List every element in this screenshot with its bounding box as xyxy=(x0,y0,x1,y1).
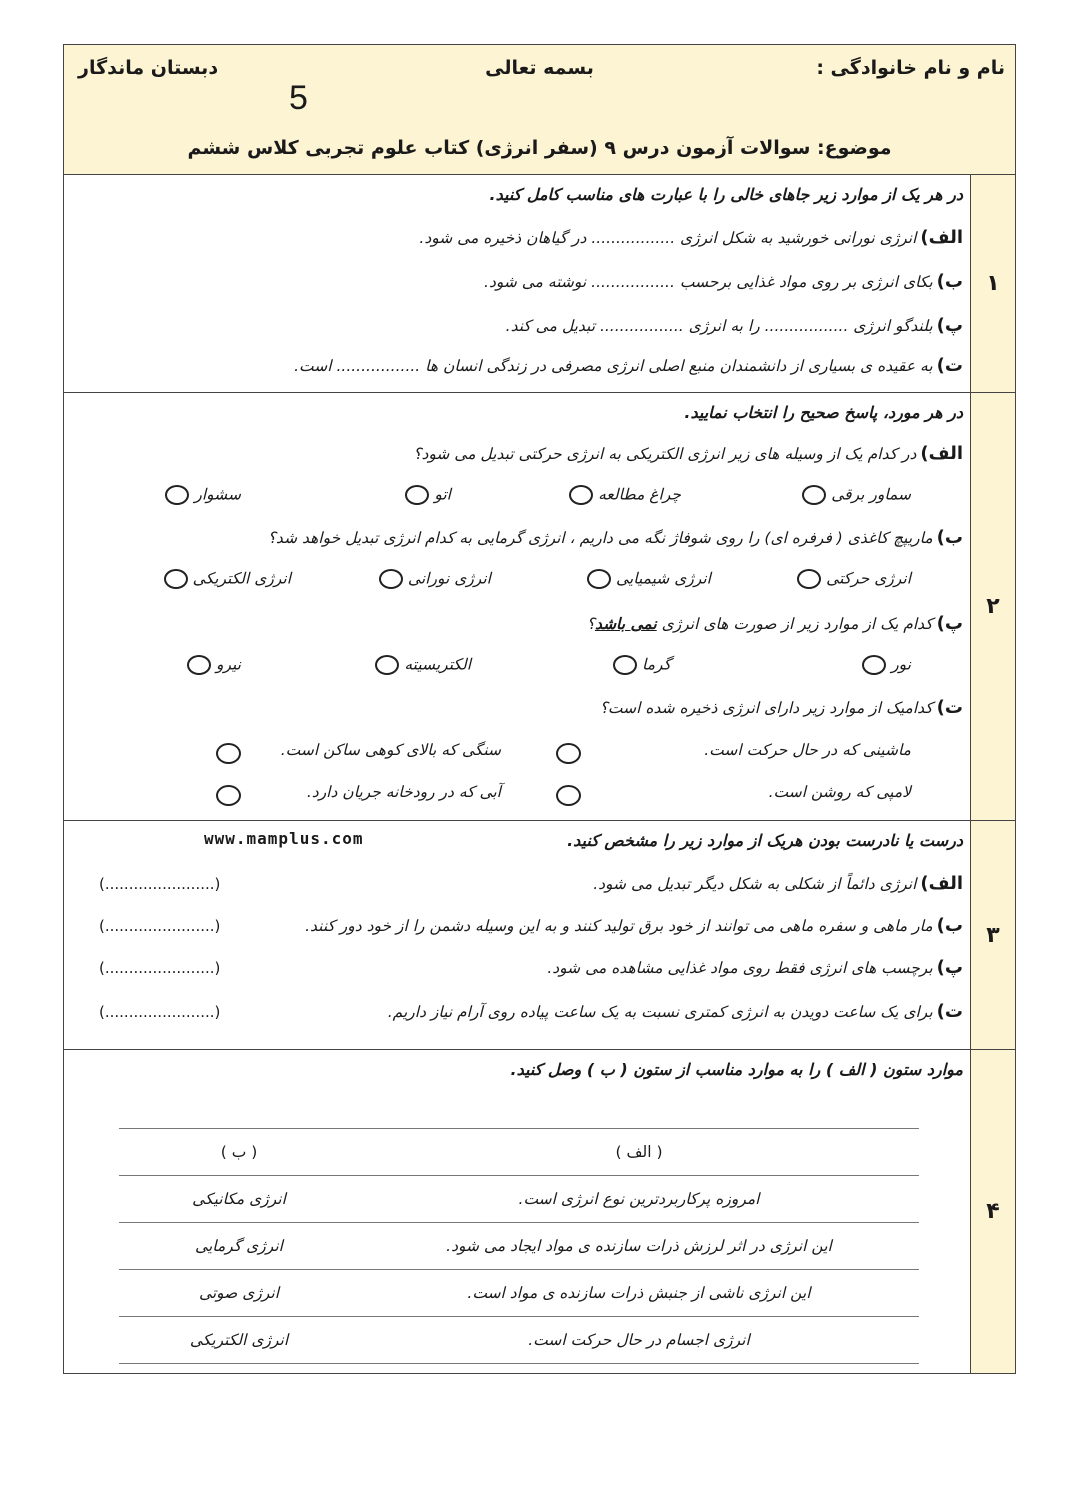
item-text: کدامیک از موارد زیر دارای انرژی ذخیره شده است؟ xyxy=(599,699,933,717)
item-label: ت) xyxy=(936,355,963,376)
radio-circle-icon[interactable] xyxy=(375,655,399,675)
fill-blank-item xyxy=(419,227,963,248)
mc-option[interactable] xyxy=(187,655,241,675)
item-label: ب) xyxy=(936,527,963,548)
question-1 xyxy=(64,175,1015,393)
exam-sheet xyxy=(63,44,1016,1374)
mc-option[interactable] xyxy=(375,655,471,675)
radio-circle-icon[interactable] xyxy=(556,743,581,764)
question-instruction: درست یا نادرست بودن هریک از موارد زیر را مشخص کنید. xyxy=(567,831,963,850)
option-label: سماور برقی xyxy=(831,485,911,504)
item-text: برای یک ساعت دویدن به انرژی کمتری نسبت به یک ساعت پیاده روی آرام نیاز داریم. xyxy=(387,1003,933,1021)
option-label: نور xyxy=(891,655,911,674)
mc-option-text: سنگی که بالای کوهی ساکن است. xyxy=(280,741,501,759)
column-b-cell[interactable]: انرژی صوتی xyxy=(119,1270,359,1317)
option-label: انرژی شیمیایی xyxy=(616,569,711,588)
radio-circle-icon[interactable] xyxy=(165,485,189,505)
matching-table xyxy=(119,1128,919,1364)
option-label: انرژی نورانی xyxy=(407,569,491,588)
item-label: الف) xyxy=(920,227,963,248)
table-header-row xyxy=(119,1129,919,1176)
mc-option[interactable] xyxy=(405,485,451,505)
column-a-cell[interactable]: انرژی اجسام در حال حرکت است. xyxy=(359,1317,919,1364)
exam-topic: موضوع: سوالات آزمون درس ۹ (سفر انرژی) کتاب علوم تجربی کلاس ششم xyxy=(187,137,892,159)
true-false-item xyxy=(305,915,963,936)
item-label: ت) xyxy=(936,1001,963,1022)
radio-circle-icon[interactable] xyxy=(862,655,886,675)
column-a-cell[interactable]: امروزه پرکاربردترین نوع انرژی است. xyxy=(359,1176,919,1223)
radio-circle-icon[interactable] xyxy=(187,655,211,675)
question-number: ۱ xyxy=(970,175,1015,392)
mc-option[interactable] xyxy=(802,485,911,505)
radio-circle-icon[interactable] xyxy=(797,569,821,589)
fill-blank-item xyxy=(484,271,963,292)
column-b-cell[interactable]: انرژی مکانیکی xyxy=(119,1176,359,1223)
answer-blank[interactable]: (.......................) xyxy=(99,959,221,977)
fill-blank-item xyxy=(294,355,963,376)
table-row xyxy=(119,1176,919,1223)
fill-blank-item xyxy=(506,315,963,336)
bismillah-heading: بسمه تعالی xyxy=(485,57,594,79)
item-label: ب) xyxy=(936,271,963,292)
table-row xyxy=(119,1270,919,1317)
true-false-item xyxy=(547,957,963,978)
student-name-label: نام و نام خانوادگی : xyxy=(816,57,1005,79)
item-text: انرژی نورانی خورشید به شکل انرژی ................. در گیاهان ذخیره می شود. xyxy=(419,229,917,247)
mc-option[interactable] xyxy=(613,655,671,675)
question-number: ۲ xyxy=(970,393,1015,820)
question-2 xyxy=(64,393,1015,821)
radio-circle-icon[interactable] xyxy=(587,569,611,589)
question-4 xyxy=(64,1050,1015,1373)
true-false-item xyxy=(593,873,963,894)
radio-circle-icon[interactable] xyxy=(556,785,581,806)
item-text-before: کدام یک از موارد زیر از صورت های انرژی xyxy=(661,615,933,633)
mc-option[interactable] xyxy=(165,485,241,505)
question-instruction: در هر مورد، پاسخ صحیح را انتخاب نمایید. xyxy=(684,403,963,422)
mc-option[interactable] xyxy=(569,485,681,505)
exam-header xyxy=(64,45,1015,175)
item-label: پ) xyxy=(936,613,963,634)
item-text: ماریپچ کاغذی ( فرفره ای) را روی شوفاژ نگه می داریم ، انرژی گرمایی به کدام انرژی تبدیل خواهد شد؟ xyxy=(267,529,933,547)
column-a-cell[interactable]: این انرژی در اثر لرزش ذرات سازنده ی مواد ایجاد می شود. xyxy=(359,1223,919,1270)
mc-option[interactable] xyxy=(797,569,911,589)
mc-option[interactable] xyxy=(587,569,711,589)
column-b-header: ( ب ) xyxy=(119,1129,359,1176)
question-instruction: موارد ستون ( الف ) را به موارد مناسب از ستون ( ب ) وصل کنید. xyxy=(510,1060,963,1079)
item-text: در کدام یک از وسیله های زیر انرژی الکتریکی به انرژی حرکتی تبدیل می شود؟ xyxy=(413,445,917,463)
mc-option-text: ماشینی که در حال حرکت است. xyxy=(704,741,911,759)
question-number: ۳ xyxy=(970,821,1015,1049)
item-text: انرژی دائماً از شکلی به شکل دیگر تبدیل می شود. xyxy=(593,875,917,893)
emphasized-text: نمی باشد xyxy=(594,615,657,633)
mc-item xyxy=(413,443,963,464)
mc-option-text: آبی که در رودخانه جریان دارد. xyxy=(306,783,501,801)
radio-circle-icon[interactable] xyxy=(405,485,429,505)
option-label: اتو xyxy=(434,485,451,504)
item-text-after: ؟ xyxy=(586,615,595,633)
item-text: مار ماهی و سفره ماهی می توانند از خود برق تولید کنند و به این وسیله دشمن را از خود دور کنند. xyxy=(305,917,933,935)
item-text: بکای انرژی بر روی مواد غذایی برحسب ................. نوشته می شود. xyxy=(484,273,933,291)
table-row xyxy=(119,1317,919,1364)
answer-blank[interactable]: (.......................) xyxy=(99,917,221,935)
radio-circle-icon[interactable] xyxy=(569,485,593,505)
radio-circle-icon[interactable] xyxy=(216,785,241,806)
school-name: دبستان ماندگار xyxy=(78,57,219,79)
question-number: ۴ xyxy=(970,1050,1015,1373)
question-instruction: در هر یک از موارد زیر جاهای خالی را با عبارت های مناسب کامل کنید. xyxy=(489,185,963,204)
answer-blank[interactable]: (.......................) xyxy=(99,875,221,893)
item-label: پ) xyxy=(936,957,963,978)
radio-circle-icon[interactable] xyxy=(379,569,403,589)
mc-option[interactable] xyxy=(862,655,911,675)
item-label: ب) xyxy=(936,915,963,936)
column-b-cell[interactable]: انرژی گرمایی xyxy=(119,1223,359,1270)
option-label: نیرو xyxy=(215,655,241,674)
option-label: انرژی الکتریکی xyxy=(192,569,291,588)
option-label: سشوار xyxy=(194,485,241,504)
item-label: الف) xyxy=(920,443,963,464)
table-row xyxy=(119,1223,919,1270)
true-false-item xyxy=(388,1001,963,1022)
column-a-header: ( الف ) xyxy=(359,1129,919,1176)
question-3 xyxy=(64,821,1015,1050)
radio-circle-icon[interactable] xyxy=(216,743,241,764)
answer-blank[interactable]: (.......................) xyxy=(99,1003,221,1021)
mc-option-text: لامپی که روشن است. xyxy=(768,783,911,801)
item-text: به عقیده ی بسیاری از دانشمندان منبع اصلی انرژی مصرفی در زندگی انسان ها ................. است. xyxy=(294,357,933,375)
item-text: بلندگو انرژی ................. را به انرژی ................. تبدیل می کند. xyxy=(505,317,933,335)
mc-option[interactable] xyxy=(164,569,291,589)
mc-item xyxy=(268,527,963,548)
item-text: برچسب های انرژی فقط روی مواد غذایی مشاهده می شود. xyxy=(547,959,933,977)
radio-circle-icon[interactable] xyxy=(164,569,188,589)
option-label: چراغ مطالعه xyxy=(598,485,681,504)
option-label: انرژی حرکتی xyxy=(826,569,911,588)
column-b-cell[interactable]: انرژی الکتریکی xyxy=(119,1317,359,1364)
radio-circle-icon[interactable] xyxy=(613,655,637,675)
handwritten-grade: 5 xyxy=(289,79,308,117)
radio-circle-icon[interactable] xyxy=(802,485,826,505)
item-label: الف) xyxy=(920,873,963,894)
option-label: گرما xyxy=(642,655,671,674)
mc-option[interactable] xyxy=(379,569,491,589)
item-label: پ) xyxy=(936,315,963,336)
option-label: الکتریسیته xyxy=(404,655,471,674)
mc-item xyxy=(600,697,963,718)
website-watermark: www.mamplus.com xyxy=(204,829,364,848)
item-label: ت) xyxy=(936,697,963,718)
mc-item xyxy=(587,613,963,634)
column-a-cell[interactable]: این انرژی ناشی از جنبش ذرات سازنده ی مواد است. xyxy=(359,1270,919,1317)
